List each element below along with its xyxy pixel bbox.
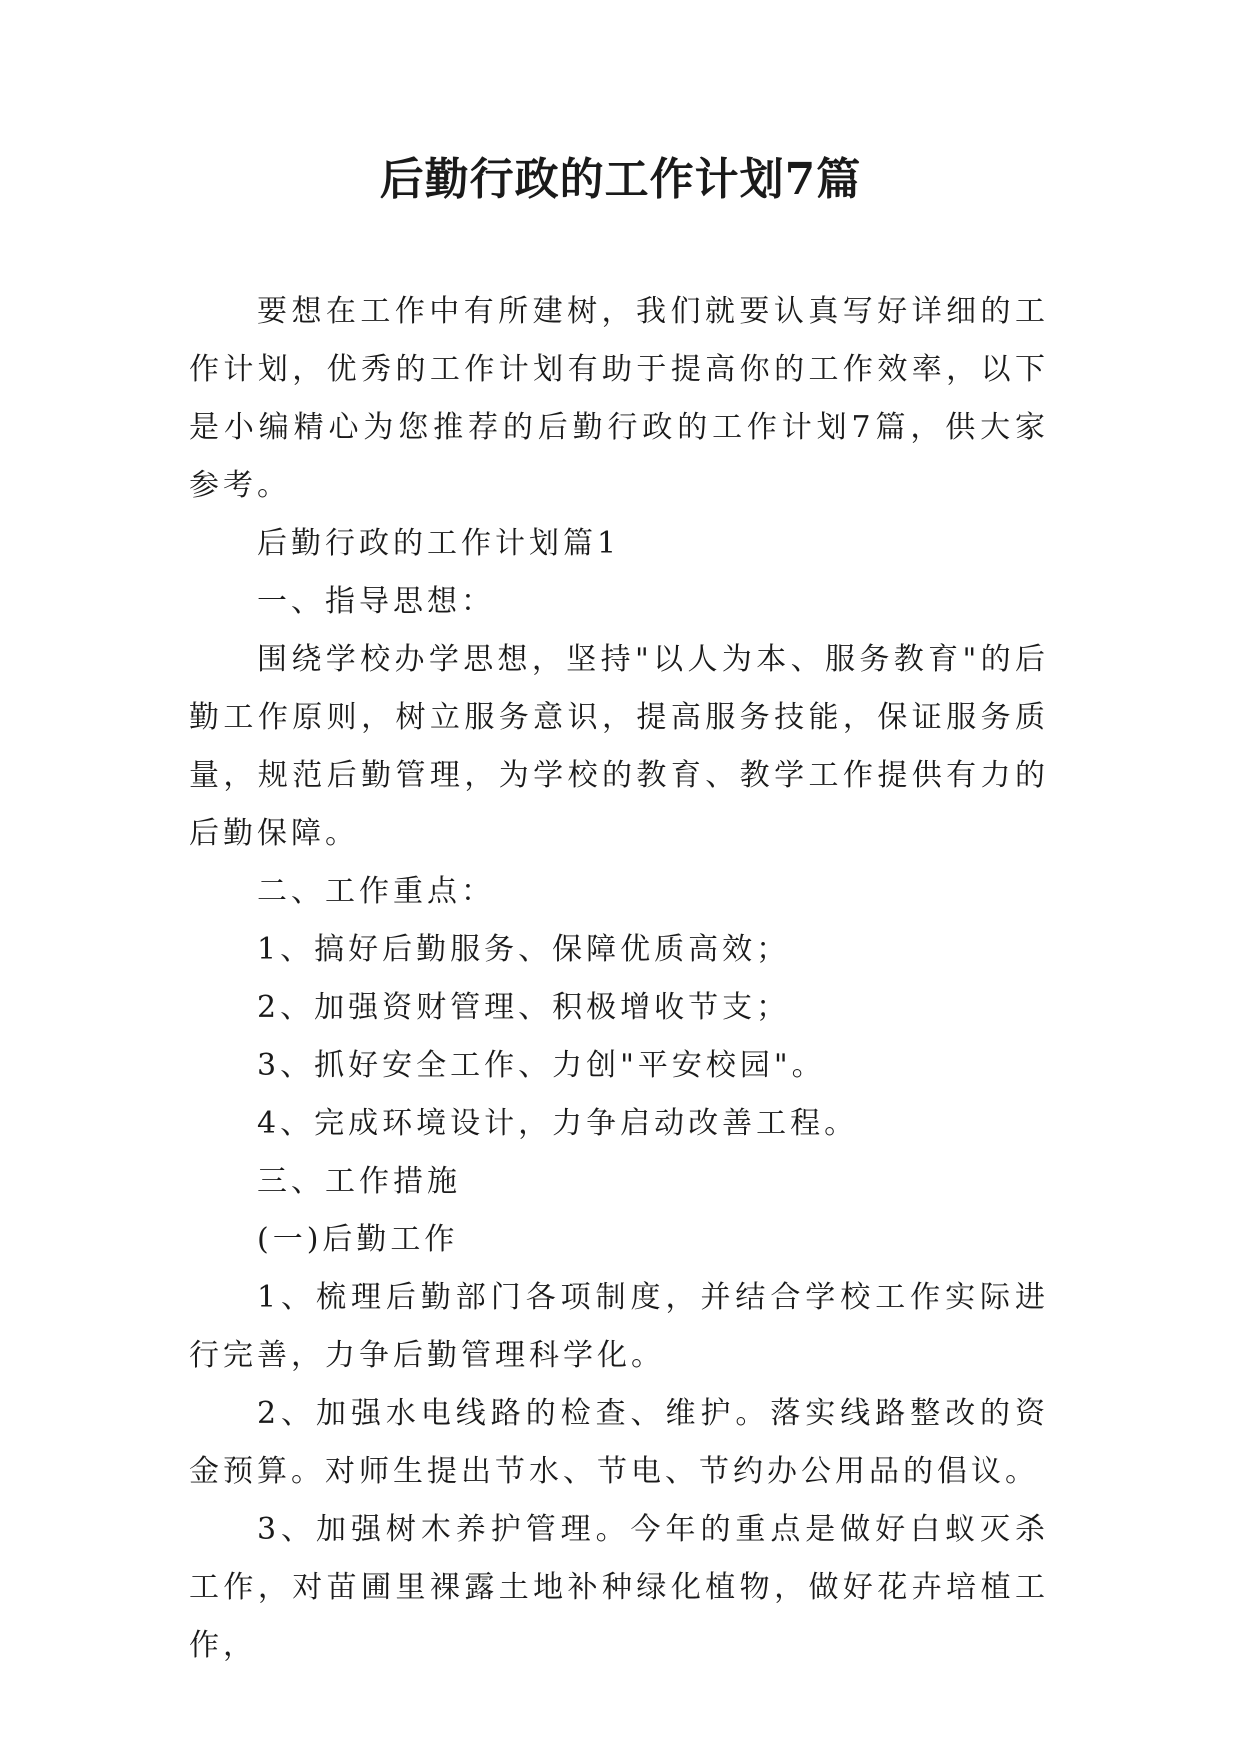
paragraph-guiding-idea: 围绕学校办学思想，坚持"以人为本、服务教育"的后勤工作原则，树立服务意识，提高服务技能，保证服务质量，规范后勤管理，为学校的教育、教学工作提供有力的后勤保障。 <box>189 642 1049 851</box>
subheading-guiding-idea: 一、指导思想： <box>257 584 495 619</box>
section-heading: 后勤行政的工作计划篇1 <box>257 526 621 561</box>
document-body <box>189 283 1049 1675</box>
paragraph-intro: 要想在工作中有所建树，我们就要认真写好详细的工作计划，优秀的工作计划有助于提高你的工作效率，以下是小编精心为您推荐的后勤行政的工作计划7篇，供大家参考。 <box>189 294 1049 503</box>
list-item: 1、梳理后勤部门各项制度，并结合学校工作实际进行完善，力争后勤管理科学化。 <box>189 1280 1049 1373</box>
list-item: 1、搞好后勤服务、保障优质高效； <box>257 932 791 967</box>
document-title: 后勤行政的工作计划7篇 <box>379 154 862 205</box>
list-item: 4、完成环境设计，力争启动改善工程。 <box>257 1106 859 1141</box>
subheading-measures: 三、工作措施 <box>257 1164 461 1199</box>
subheading-logistics: (一)后勤工作 <box>257 1222 459 1257</box>
list-item: 3、加强树木养护管理。今年的重点是做好白蚁灭杀工作，对苗圃里裸露土地补种绿化植物，做好花卉培植工作， <box>189 1512 1049 1663</box>
subheading-key-points: 二、工作重点： <box>257 874 495 909</box>
list-item: 3、抓好安全工作、力创"平安校园"。 <box>257 1048 826 1083</box>
list-item: 2、加强资财管理、积极增收节支； <box>257 990 791 1025</box>
list-item: 2、加强水电线路的检查、维护。落实线路整改的资金预算。对师生提出节水、节电、节约办公用品的倡议。 <box>189 1396 1049 1489</box>
